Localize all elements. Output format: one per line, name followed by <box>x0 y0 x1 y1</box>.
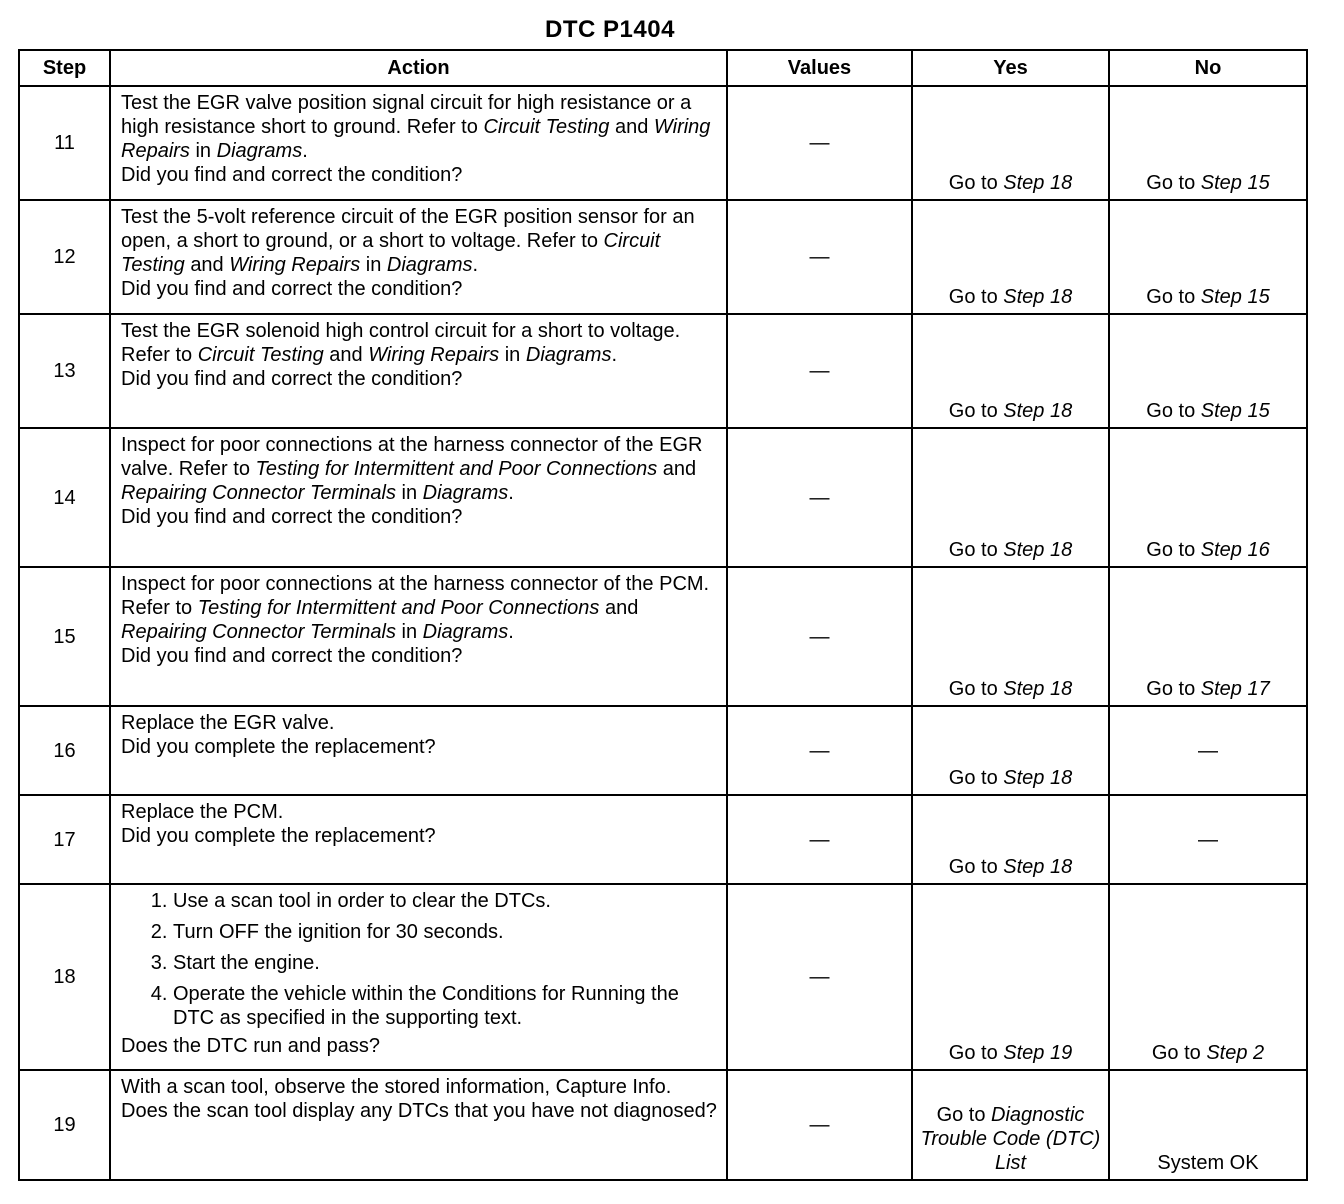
table-row <box>19 428 1307 567</box>
action-cell <box>110 200 727 314</box>
values-cell: — <box>727 567 912 706</box>
table-row <box>19 200 1307 314</box>
table-row <box>19 884 1307 1070</box>
no-cell: Go to Step 16 <box>1109 428 1307 567</box>
yes-cell: Go to Step 18 <box>912 200 1109 314</box>
table-row <box>19 567 1307 706</box>
step-number: 15 <box>19 567 110 706</box>
no-cell: Go to Step 2 <box>1109 884 1307 1070</box>
action-cell <box>110 1070 727 1180</box>
action-text: With a scan tool, observe the stored information, Capture Info. <box>121 1076 672 1098</box>
action-text: Inspect for poor connections at the harness connector of the PCM. Refer to Testing for Intermittent and Poor Connections and Repairing Connector Terminals in Diagrams. <box>121 573 710 643</box>
step-number: 17 <box>19 795 110 884</box>
action-cell <box>110 567 727 706</box>
yes-cell: Go to Step 18 <box>912 706 1109 795</box>
table-row <box>19 706 1307 795</box>
action-question: Did you complete the replacement? <box>121 736 436 758</box>
table-row <box>19 86 1307 200</box>
action-question: Does the scan tool display any DTCs that you have not diagnosed? <box>121 1100 717 1122</box>
table-row <box>19 314 1307 428</box>
values-cell: — <box>727 86 912 200</box>
action-text: Test the EGR solenoid high control circuit for a short to voltage. Refer to Circuit Testing and Wiring Repairs in Diagrams. <box>121 320 681 366</box>
step-number: 19 <box>19 1070 110 1180</box>
action-question: Did you complete the replacement? <box>121 825 436 847</box>
yes-cell: Go to Step 18 <box>912 86 1109 200</box>
no-cell: Go to Step 15 <box>1109 314 1307 428</box>
step-number: 18 <box>19 884 110 1070</box>
action-cell <box>110 428 727 567</box>
table-row <box>19 1070 1307 1180</box>
action-text: Replace the EGR valve. <box>121 712 335 734</box>
values-cell: — <box>727 706 912 795</box>
action-cell <box>110 314 727 428</box>
values-cell: — <box>727 200 912 314</box>
no-cell: System OK <box>1109 1070 1307 1180</box>
list-item: 2. Turn OFF the ignition for 30 seconds. <box>173 920 718 944</box>
procedure-list <box>121 889 718 1030</box>
step-number: 12 <box>19 200 110 314</box>
no-cell: — <box>1109 795 1307 884</box>
action-question: Does the DTC run and pass? <box>121 1035 381 1057</box>
yes-cell: Go to Step 18 <box>912 795 1109 884</box>
yes-cell: Go to Step 18 <box>912 567 1109 706</box>
step-number: 13 <box>19 314 110 428</box>
action-cell <box>110 884 727 1070</box>
table-header-row <box>19 50 1307 86</box>
values-cell: — <box>727 428 912 567</box>
values-cell: — <box>727 314 912 428</box>
action-cell <box>110 795 727 884</box>
list-item: 1. Use a scan tool in order to clear the DTCs. <box>173 889 718 913</box>
values-cell: — <box>727 1070 912 1180</box>
no-cell: Go to Step 15 <box>1109 200 1307 314</box>
action-text: Test the EGR valve position signal circuit for high resistance or a high resistance short to ground. Refer to Circuit Testing and Wiring Repairs in Diagrams. <box>121 92 711 162</box>
dtc-table <box>18 49 1308 1181</box>
header-values: Values <box>727 50 912 86</box>
action-question: Did you find and correct the condition? <box>121 645 463 667</box>
page-title: DTC P1404 <box>545 16 675 43</box>
list-item: 3. Start the engine. <box>173 951 718 975</box>
values-cell: — <box>727 795 912 884</box>
header-action: Action <box>110 50 727 86</box>
yes-cell: Go to Diagnostic Trouble Code (DTC) List <box>912 1070 1109 1180</box>
action-text: Test the 5-volt reference circuit of the EGR position sensor for an open, a short to ground, or a short to voltage. Refer to Circuit Testing and Wiring Repairs in Diagrams. <box>121 206 695 276</box>
yes-cell: Go to Step 18 <box>912 428 1109 567</box>
list-item: 4. Operate the vehicle within the Conditions for Running the DTC as specified in the supporting text. <box>173 982 718 1030</box>
header-no: No <box>1109 50 1307 86</box>
step-number: 16 <box>19 706 110 795</box>
action-question: Did you find and correct the condition? <box>121 278 463 300</box>
action-question: Did you find and correct the condition? <box>121 506 463 528</box>
yes-cell: Go to Step 19 <box>912 884 1109 1070</box>
values-cell: — <box>727 884 912 1070</box>
action-text: Inspect for poor connections at the harness connector of the EGR valve. Refer to Testing for Intermittent and Poor Connections and Repairing Connector Terminals in Diagrams. <box>121 434 703 504</box>
no-cell: — <box>1109 706 1307 795</box>
action-cell <box>110 706 727 795</box>
step-number: 14 <box>19 428 110 567</box>
table-row <box>19 795 1307 884</box>
action-cell <box>110 86 727 200</box>
no-cell: Go to Step 17 <box>1109 567 1307 706</box>
yes-cell: Go to Step 18 <box>912 314 1109 428</box>
action-question: Did you find and correct the condition? <box>121 368 463 390</box>
no-cell: Go to Step 15 <box>1109 86 1307 200</box>
action-text: Replace the PCM. <box>121 801 284 823</box>
action-question: Did you find and correct the condition? <box>121 164 463 186</box>
header-step: Step <box>19 50 110 86</box>
header-yes: Yes <box>912 50 1109 86</box>
step-number: 11 <box>19 86 110 200</box>
